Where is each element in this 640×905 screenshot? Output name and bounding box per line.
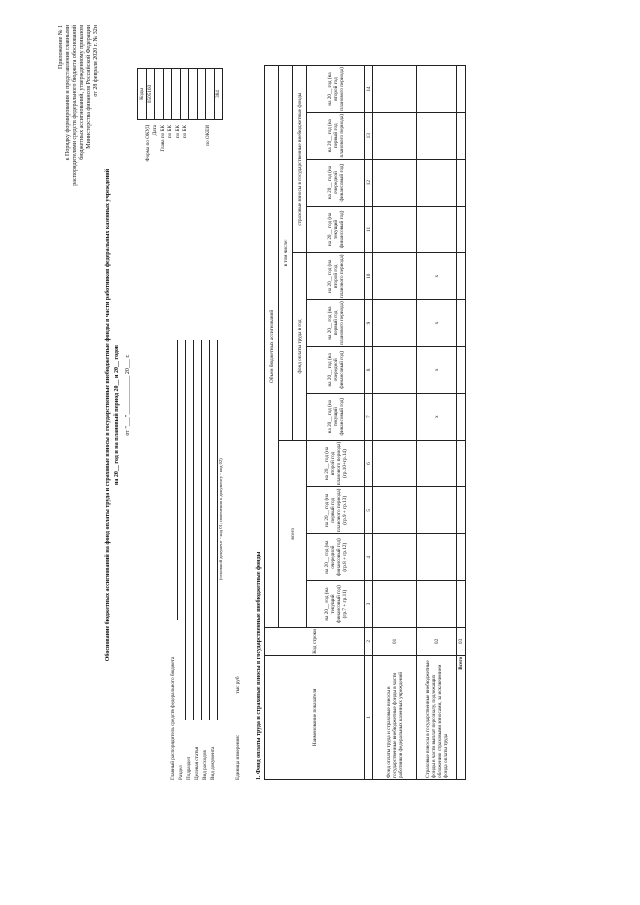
cell[interactable] bbox=[373, 112, 417, 159]
col-group-incl: в том числе: bbox=[279, 66, 293, 441]
cell[interactable] bbox=[457, 159, 466, 206]
target-code-label: по БК bbox=[182, 125, 188, 139]
document-subtitle: на 20__ год и на плановый период 20__ и 20__ годов bbox=[114, 344, 120, 486]
col-header-second: на 20__ год (на второй год планового периода) bbox=[307, 66, 365, 113]
row-name: Страховые взносы в государственные внебюджетные фонды в части выплат персоналу, подлежащих обложению страховыми взносами, за исключением фонда оплаты труда bbox=[417, 655, 457, 779]
appendix-line: от 28 февраля 2020 г. № 32н bbox=[93, 25, 99, 97]
appendix-line: Министерства финансов Российской Федерации bbox=[86, 25, 92, 149]
cell[interactable] bbox=[373, 581, 417, 628]
col-header-name: Наименование показателя bbox=[265, 655, 365, 779]
col-num: 8 bbox=[365, 346, 373, 393]
unit-label: Единица измерения: bbox=[235, 734, 241, 780]
form-label: Форма по ОКУД bbox=[144, 125, 151, 162]
appendix-line: к Порядку формирования и представления главными bbox=[65, 25, 71, 161]
row-code: 02 bbox=[417, 627, 457, 655]
col-num: 14 bbox=[365, 66, 373, 113]
col-header-current: на 20__ год (на текущий финансовый год) bbox=[307, 393, 365, 440]
row-name: Всего bbox=[457, 655, 466, 779]
cell[interactable] bbox=[457, 206, 466, 253]
cell[interactable] bbox=[457, 534, 466, 581]
formula: (гр.7 + гр.11) bbox=[341, 589, 348, 619]
document-type-hint: (основной документ - код 01; изменения к документу - код 02) bbox=[218, 458, 223, 580]
x-mark: x bbox=[417, 253, 457, 300]
subsection-cell bbox=[180, 69, 189, 120]
cell[interactable] bbox=[457, 253, 466, 300]
codes-labels bbox=[137, 125, 212, 265]
col-num: 4 bbox=[365, 534, 373, 581]
row-name: Фонд оплаты труда и страховые взносы в государственные внебюджетные фонды в части работников федеральных казенных учреждений bbox=[373, 655, 417, 779]
table-row bbox=[417, 66, 457, 780]
x-mark: x bbox=[417, 393, 457, 440]
unit-value: тыс руб bbox=[235, 676, 241, 694]
appendix-line: Приложение № 1 bbox=[58, 25, 64, 69]
col-header-first: на 20__ год (на первый год планового периода) bbox=[307, 300, 365, 347]
col-header-next: на 20__ год (на очередной финансовый год) (гр.8 + гр.12) bbox=[307, 534, 365, 581]
blank-cell bbox=[206, 69, 215, 120]
x-mark: x bbox=[417, 300, 457, 347]
field-label-expense-type: Вид расходов bbox=[202, 750, 208, 780]
appendix-block bbox=[58, 25, 100, 345]
date-cell bbox=[155, 69, 164, 120]
okei-code: 384 bbox=[214, 69, 223, 120]
col-header-second: на 20__ год (на второй год планового периода) (гр.10+гр.14) bbox=[307, 440, 365, 487]
target-cell bbox=[189, 69, 198, 120]
col-num: 5 bbox=[365, 487, 373, 534]
document-date: от "___"_____________ 20___ г. bbox=[125, 354, 131, 436]
col-num: 3 bbox=[365, 581, 373, 628]
appendix-line: бюджетных ассигнований, утвержденному приказом bbox=[79, 25, 85, 160]
col-header-second: на 20__ год (на второй год планового периода) bbox=[307, 253, 365, 300]
field-label-document-type: Вид документа bbox=[210, 746, 216, 780]
cell[interactable] bbox=[457, 440, 466, 487]
col-num: 11 bbox=[365, 206, 373, 253]
cell[interactable] bbox=[373, 66, 417, 113]
field-label-target-article: Целевая статья bbox=[194, 746, 200, 780]
col-group-all: всего bbox=[279, 440, 307, 627]
cell[interactable] bbox=[373, 300, 417, 347]
cell[interactable] bbox=[417, 159, 457, 206]
row-code: 03 bbox=[457, 627, 466, 655]
cell[interactable] bbox=[417, 206, 457, 253]
formula: (гр.8 + гр.12) bbox=[341, 542, 348, 572]
col-num: 1 bbox=[365, 655, 373, 779]
section-code-label: по БК bbox=[167, 125, 173, 139]
col-header-first: на 20__ год (на первый год планового периода) bbox=[307, 112, 365, 159]
cell[interactable] bbox=[457, 300, 466, 347]
col-header-current: на 20__ год (на текущий финансовый год) bbox=[307, 206, 365, 253]
cell[interactable] bbox=[417, 581, 457, 628]
form-code: 0505160 bbox=[146, 69, 155, 120]
chapter-cell bbox=[163, 69, 172, 120]
col-num: 10 bbox=[365, 253, 373, 300]
col-header-first: на 20__ год (на первый год планового периода) (гр.9 + гр.13) bbox=[307, 487, 365, 534]
cell[interactable] bbox=[373, 440, 417, 487]
document-title: Обоснование бюджетных ассигнований на фонд оплаты труда и страховые взносы в государственные внебюджетные фонды в части работников федеральных казенных учреждений bbox=[105, 168, 111, 662]
cell[interactable] bbox=[417, 487, 457, 534]
formula: (гр.9 + гр.13) bbox=[341, 495, 348, 525]
cell[interactable] bbox=[417, 440, 457, 487]
blank-cell bbox=[197, 69, 206, 120]
cell[interactable] bbox=[457, 66, 466, 113]
field-label-main-manager: Главный распорядитель средств федерального бюджета bbox=[170, 656, 176, 780]
col-group-fot: фонд оплаты труда в год bbox=[293, 253, 307, 440]
section-title: 1. Фонд оплаты труда и страховые взносы в государственные внебюджетные фонды bbox=[256, 551, 262, 780]
section-cell bbox=[172, 69, 181, 120]
date-label: Дата bbox=[152, 125, 158, 136]
col-num: 9 bbox=[365, 300, 373, 347]
column-numbers-row bbox=[365, 66, 373, 780]
col-num: 2 bbox=[365, 627, 373, 655]
cell[interactable] bbox=[417, 112, 457, 159]
cell[interactable] bbox=[373, 534, 417, 581]
cell[interactable] bbox=[457, 393, 466, 440]
cell[interactable] bbox=[417, 66, 457, 113]
col-group-insurance: страховые взносы в государственные внебюджетные фонды bbox=[293, 66, 307, 253]
cell[interactable] bbox=[457, 112, 466, 159]
col-group-total: Объем бюджетных ассигнований bbox=[265, 66, 279, 628]
x-mark: x bbox=[417, 346, 457, 393]
cell[interactable] bbox=[457, 346, 466, 393]
col-num: 6 bbox=[365, 440, 373, 487]
col-num: 7 bbox=[365, 393, 373, 440]
col-header-current: на 20__ год (на текущий финансовый год) (гр.7 + гр.11) bbox=[307, 581, 365, 628]
chapter-label: Глава по БК bbox=[159, 125, 166, 152]
codes-header: Коды bbox=[138, 69, 147, 120]
cell[interactable] bbox=[373, 393, 417, 440]
table-row-total bbox=[457, 66, 466, 780]
main-table bbox=[264, 65, 466, 780]
okei-label: по ОКЕИ bbox=[204, 125, 211, 146]
cell[interactable] bbox=[457, 487, 466, 534]
header-fields bbox=[170, 260, 243, 780]
field-label-subsection: Подраздел bbox=[186, 756, 192, 780]
cell[interactable] bbox=[373, 253, 417, 300]
col-header-next: на 20__ год (на очередной финансовый год) bbox=[307, 346, 365, 393]
row-code: 01 bbox=[373, 627, 417, 655]
appendix-line: распорядителями средств федерального бюджета обоснований bbox=[72, 25, 78, 186]
cell[interactable] bbox=[457, 581, 466, 628]
codes-table bbox=[137, 68, 223, 120]
col-header-code: Код строки bbox=[265, 627, 365, 655]
col-num: 13 bbox=[365, 112, 373, 159]
cell[interactable] bbox=[373, 159, 417, 206]
col-header-next: на 20__ год (на очередной финансовый год) bbox=[307, 159, 365, 206]
cell[interactable] bbox=[373, 487, 417, 534]
cell[interactable] bbox=[417, 534, 457, 581]
field-label-section: Раздел bbox=[178, 765, 184, 780]
cell[interactable] bbox=[373, 206, 417, 253]
cell[interactable] bbox=[373, 346, 417, 393]
formula: (гр.10+гр.14) bbox=[341, 449, 348, 478]
table-row bbox=[373, 66, 417, 780]
subsection-code-label: по БК bbox=[174, 125, 181, 139]
col-num: 12 bbox=[365, 159, 373, 206]
